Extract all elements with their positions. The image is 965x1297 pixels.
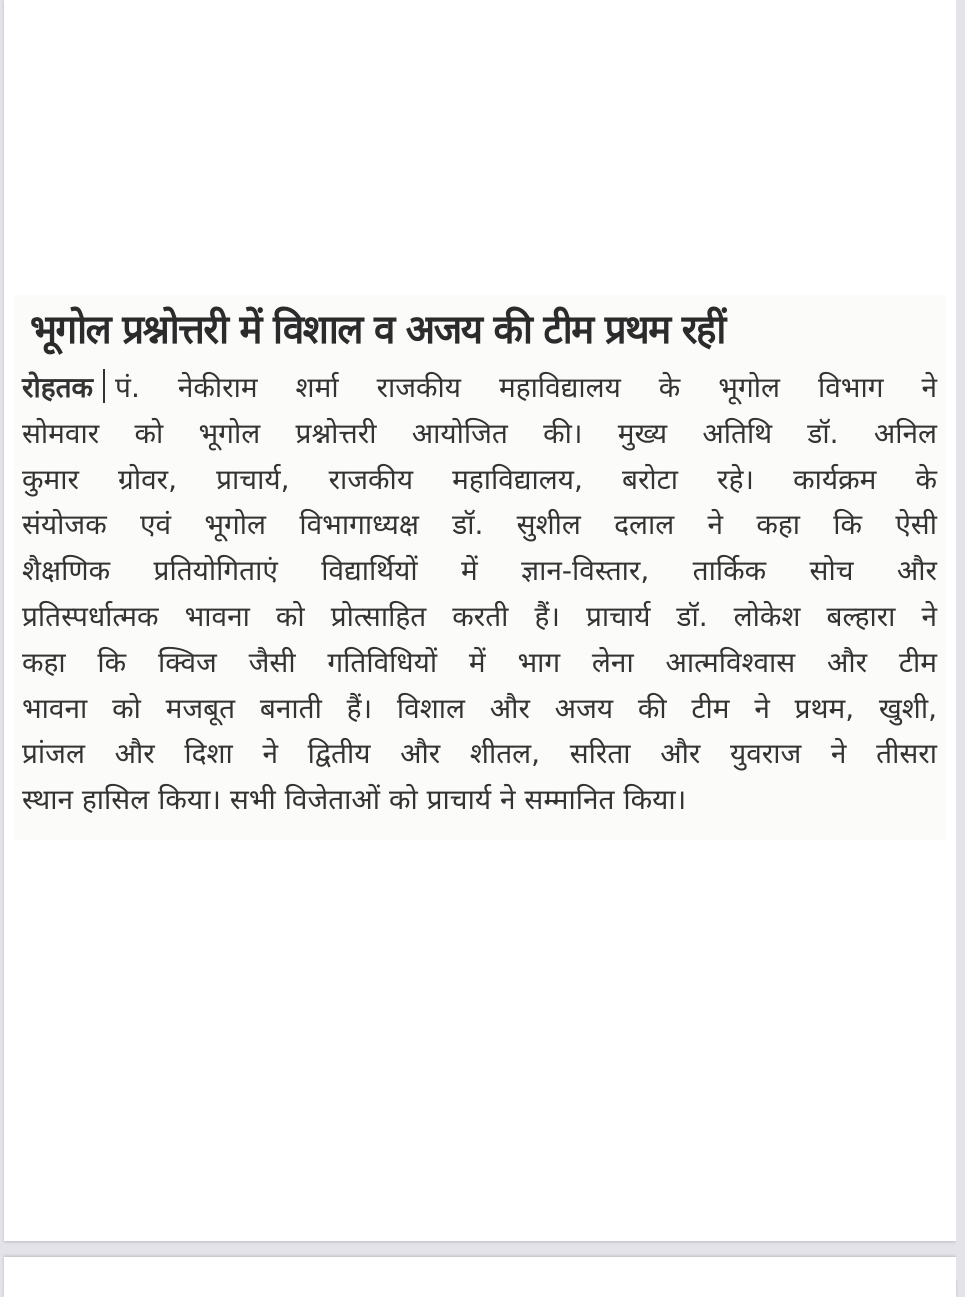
article-dateline: रोहतक bbox=[22, 371, 94, 404]
article-line-text: पं. नेकीराम शर्मा राजकीय महाविद्यालय के भूगोल विभाग ने bbox=[115, 371, 937, 404]
article-line: संयोजक एवं भूगोल विभागाध्यक्ष डॉ. सुशील दलाल ने कहा कि ऐसी bbox=[22, 508, 937, 542]
article-line: स्थान हासिल किया। सभी विजेताओं को प्राचार्य ने सम्मानित किया। bbox=[22, 783, 687, 817]
article-line: कुमार ग्रोवर, प्राचार्य, राजकीय महाविद्यालय, बरोटा रहे। कार्यक्रम के bbox=[22, 462, 937, 496]
article-line bbox=[22, 365, 937, 411]
article-line: प्रांजल और दिशा ने द्वितीय और शीतल, सरिता और युवराज ने तीसरा bbox=[22, 737, 937, 771]
dateline-separator bbox=[103, 369, 105, 403]
article-line: शैक्षणिक प्रतियोगिताएं विद्यार्थियों में ज्ञान-विस्तार, तार्किक सोच और bbox=[22, 554, 937, 588]
article-line: भावना को मजबूत बनाती हैं। विशाल और अजय की टीम ने प्रथम, खुशी, bbox=[22, 691, 937, 725]
page-frame-edge bbox=[956, 0, 965, 1280]
article-headline: भूगोल प्रश्नोत्तरी में विशाल व अजय की टीम प्रथम रहीं bbox=[30, 307, 725, 353]
article-line: प्रतिस्पर्धात्मक भावना को प्रोत्साहित करती हैं। प्राचार्य डॉ. लोकेश बल्हारा ने bbox=[22, 599, 937, 633]
next-document-page bbox=[4, 1257, 956, 1297]
article-line: कहा कि क्विज जैसी गतिविधियों में भाग लेना आत्मविश्वास और टीम bbox=[22, 645, 937, 679]
article-body bbox=[22, 365, 937, 823]
article-line: सोमवार को भूगोल प्रश्नोत्तरी आयोजित की। मुख्य अतिथि डॉ. अनिल bbox=[22, 416, 937, 450]
